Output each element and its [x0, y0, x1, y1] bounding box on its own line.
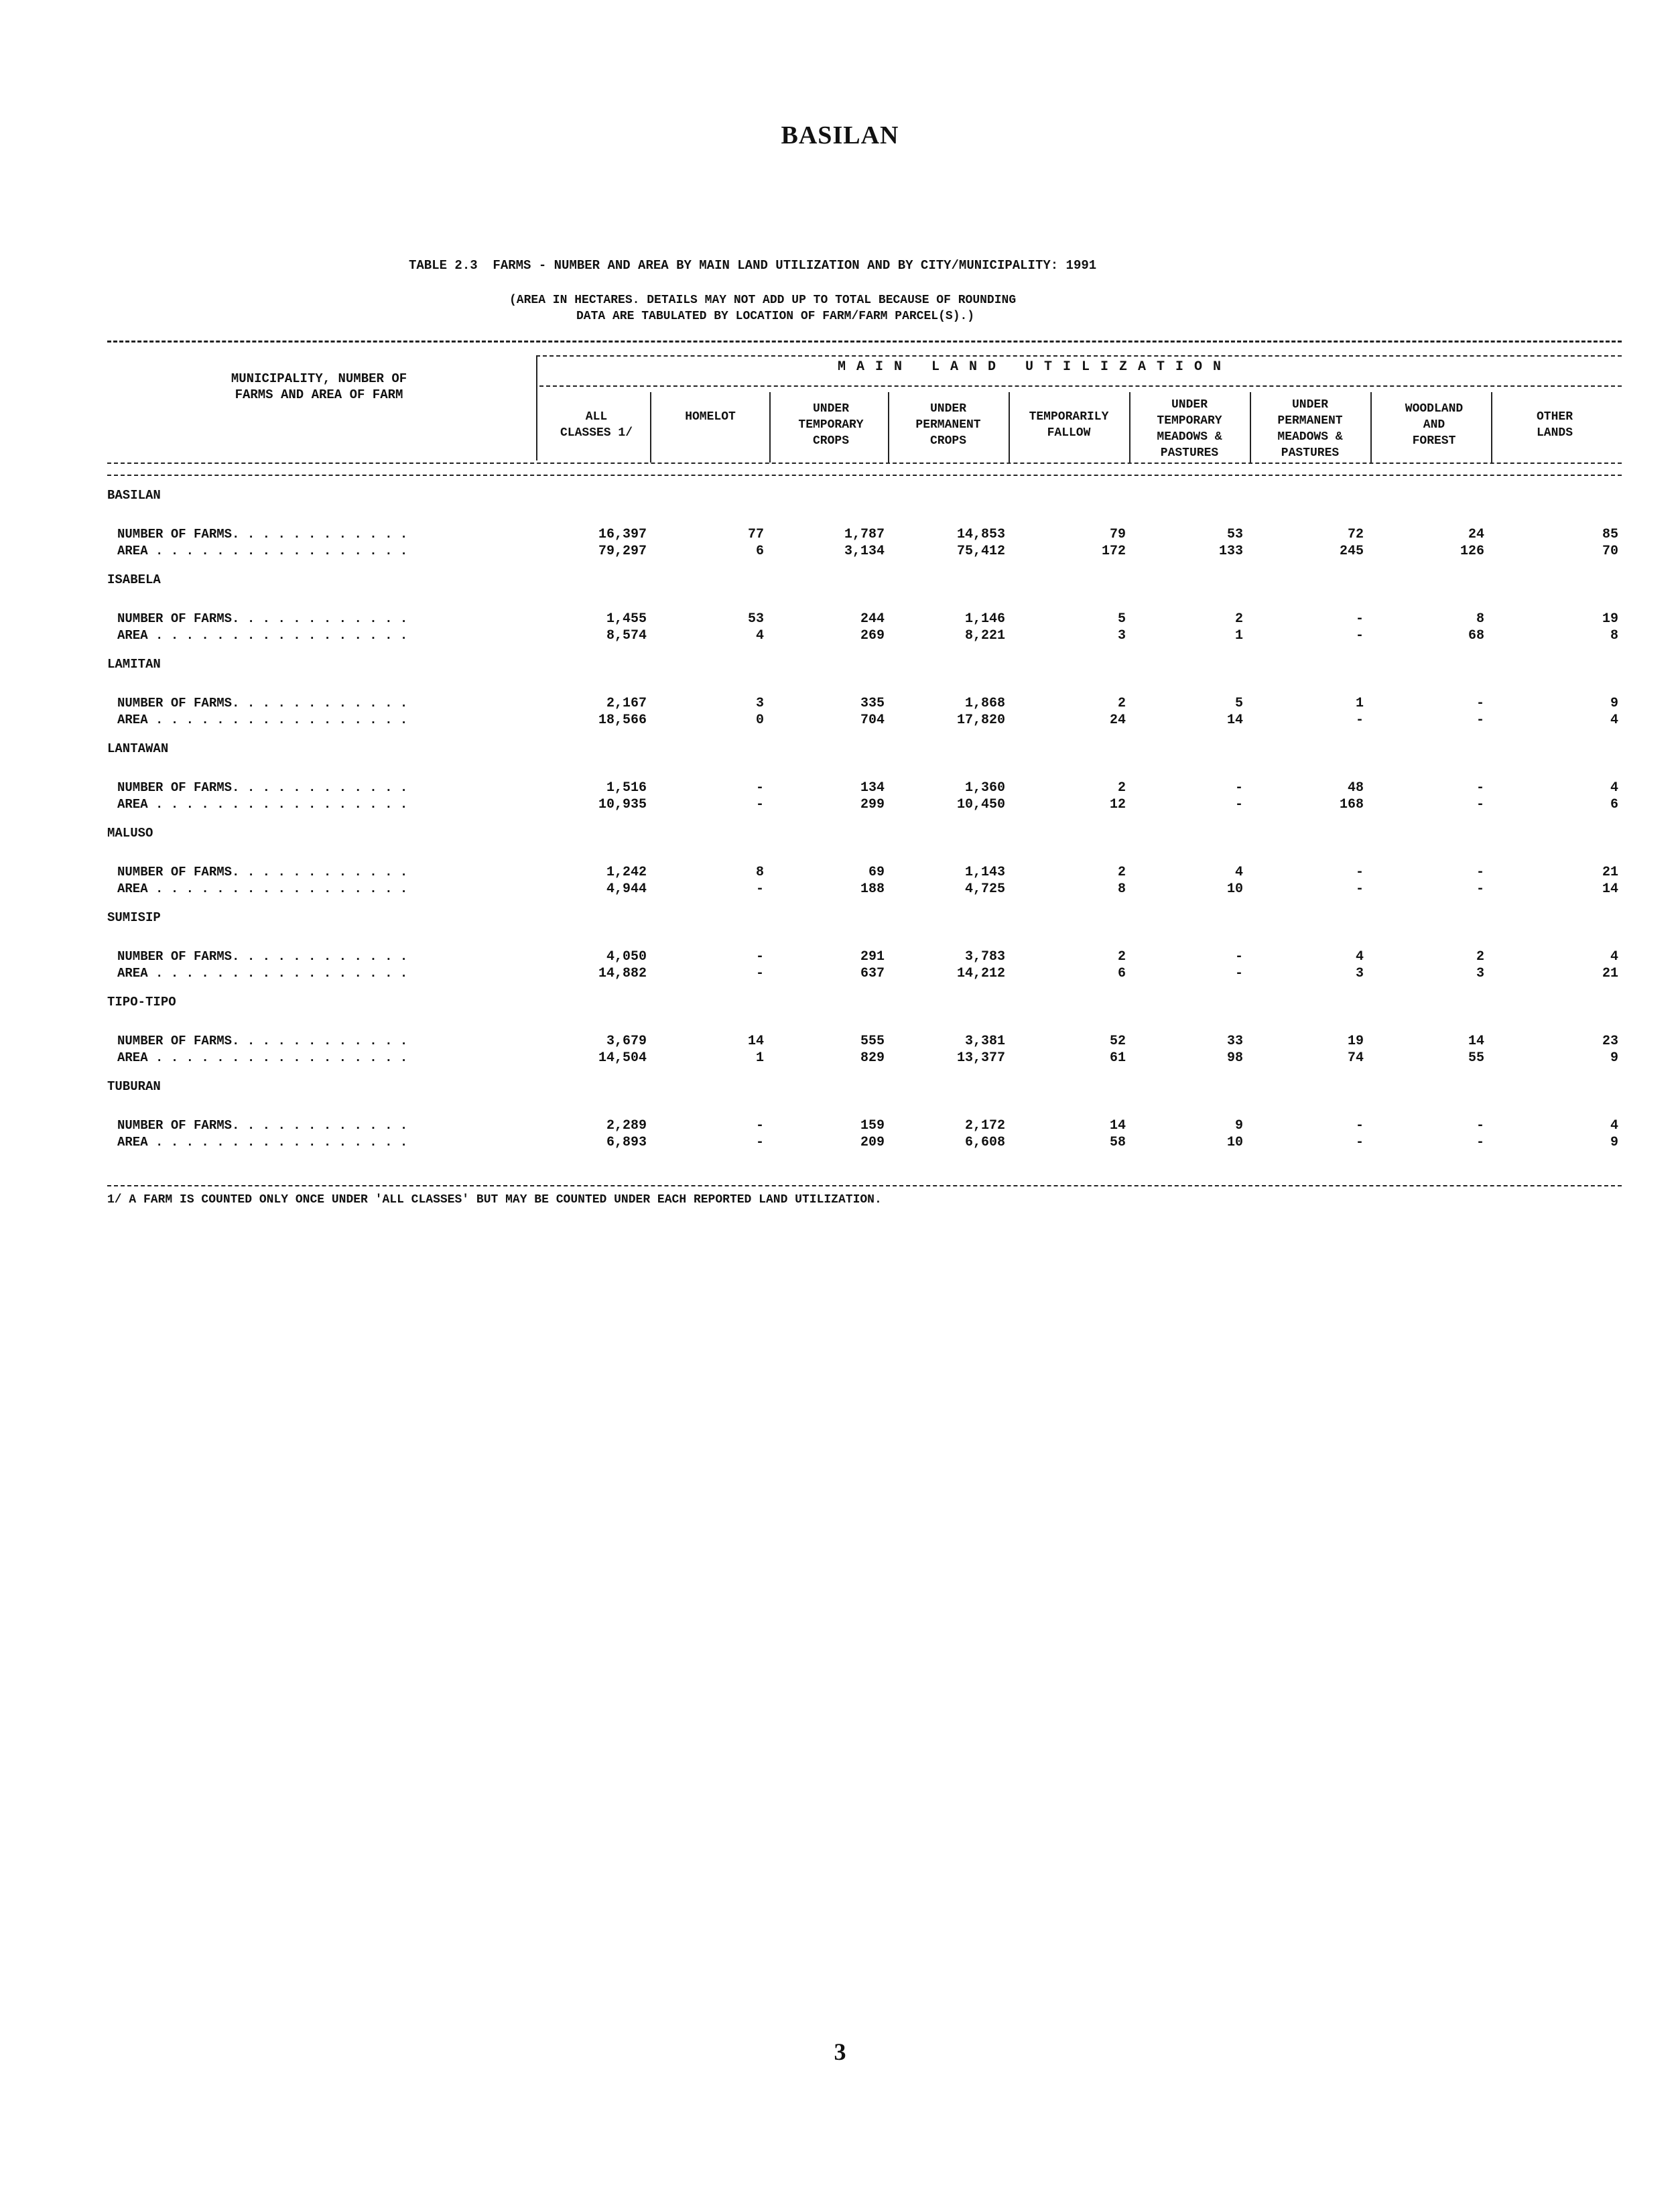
area-value: 4,944 [606, 881, 647, 897]
area-value: 4 [1610, 713, 1618, 728]
farms-value: 1,455 [606, 611, 647, 627]
area-value: 14 [1602, 881, 1618, 897]
area-value: 12 [1109, 797, 1126, 812]
area-value: 18,566 [598, 713, 647, 728]
farms-value: - [755, 1118, 764, 1133]
municipality-name: LANTAWAN [107, 741, 169, 756]
farms-value: 72 [1347, 527, 1364, 542]
farms-value: 3,783 [964, 949, 1005, 965]
area-value: - [1476, 881, 1484, 897]
farms-value: 14,853 [956, 527, 1005, 542]
column-header-9 [1496, 409, 1614, 441]
area-value: - [1476, 1135, 1484, 1150]
table-subtitle-line-1: (AREA IN HECTARES. DETAILS MAY NOT ADD UP TO TOTAL BECAUSE OF ROUNDING [509, 294, 1017, 307]
farms-value: 8 [1476, 611, 1484, 627]
area-label: AREA . . . . . . . . . . . . . . . . . [117, 1135, 408, 1150]
area-value: 10 [1226, 1135, 1243, 1150]
area-label: AREA . . . . . . . . . . . . . . . . . [117, 966, 408, 981]
farms-value: 21 [1602, 865, 1618, 880]
farms-value: 4 [1355, 949, 1364, 965]
top-rule [107, 341, 1622, 343]
area-value: 17,820 [956, 713, 1005, 728]
farms-value: 33 [1226, 1034, 1243, 1049]
farms-value: 14 [1468, 1034, 1484, 1049]
area-value: 3 [1117, 628, 1126, 643]
area-value: 6,893 [606, 1135, 647, 1150]
farms-value: 2 [1117, 780, 1126, 796]
column-header-line: UNDER [1291, 398, 1328, 412]
header-bottom-rule [107, 463, 1622, 464]
farms-value: - [755, 780, 764, 796]
area-value: 10,935 [598, 797, 647, 812]
area-value: - [1476, 797, 1484, 812]
area-value: 79,297 [598, 544, 647, 559]
column-header-line: CROPS [812, 434, 849, 448]
column-divider [1491, 392, 1492, 463]
main-land-utilization-header: MAIN LAND UTILIZATION [838, 359, 1232, 375]
farms-value: 3 [755, 696, 764, 711]
column-header-line: TEMPORARILY [1029, 410, 1109, 424]
farms-value: 2 [1117, 949, 1126, 965]
farms-value: 4 [1610, 949, 1618, 965]
farms-value: 335 [860, 696, 885, 711]
area-value: 4 [755, 628, 764, 643]
farms-value: - [1476, 1118, 1484, 1133]
column-header-line: MEADOWS & [1157, 430, 1222, 444]
column-divider [650, 392, 651, 463]
municipality-name: LAMITAN [107, 657, 161, 672]
municipality-name: BASILAN [107, 488, 161, 503]
page-title: BASILAN [781, 121, 899, 149]
column-header-line: WOODLAND [1405, 402, 1464, 416]
farms-value: 53 [747, 611, 764, 627]
area-label: AREA . . . . . . . . . . . . . . . . . [117, 797, 408, 812]
column-header-line: FALLOW [1047, 426, 1091, 440]
area-value: 8,574 [606, 628, 647, 643]
area-value: 21 [1602, 966, 1618, 981]
farms-value: 77 [747, 527, 764, 542]
area-value: 10 [1226, 881, 1243, 897]
area-value: 245 [1339, 544, 1364, 559]
farms-value: 69 [868, 865, 885, 880]
municipality-name: SUMISIP [107, 910, 161, 925]
area-value: 126 [1460, 544, 1484, 559]
column-header-line: PERMANENT [1277, 414, 1343, 428]
column-header-line: CLASSES 1/ [560, 426, 633, 440]
farms-value: 48 [1347, 780, 1364, 796]
area-value: - [755, 1135, 764, 1150]
area-value: 829 [860, 1050, 885, 1066]
area-value: 14,504 [598, 1050, 647, 1066]
column-header-line: UNDER [1171, 398, 1208, 412]
column-divider [1129, 392, 1130, 463]
column-header-line: PASTURES [1160, 446, 1219, 460]
area-value: - [1476, 713, 1484, 728]
main-header-rule [539, 385, 1622, 387]
area-value: 14,212 [956, 966, 1005, 981]
area-value: 637 [860, 966, 885, 981]
farms-value: 4 [1234, 865, 1243, 880]
area-value: 0 [755, 713, 764, 728]
farms-value: 3,679 [606, 1034, 647, 1049]
farms-value: 2 [1234, 611, 1243, 627]
farms-value: 53 [1226, 527, 1243, 542]
table-bottom-rule [107, 1185, 1622, 1186]
area-value: 10,450 [956, 797, 1005, 812]
column-header-line: CROPS [929, 434, 966, 448]
area-value: 13,377 [956, 1050, 1005, 1066]
column-header-line: MEADOWS & [1277, 430, 1343, 444]
area-value: 172 [1101, 544, 1126, 559]
farms-value: - [1234, 780, 1243, 796]
column-header-8 [1375, 401, 1493, 449]
body-top-rule [107, 475, 1622, 476]
farms-value: - [1476, 780, 1484, 796]
number-of-farms-label: NUMBER OF FARMS. . . . . . . . . . . . [117, 1118, 408, 1133]
area-value: - [1355, 881, 1364, 897]
column-divider [888, 392, 889, 463]
area-value: - [755, 966, 764, 981]
stub-header-line-2: FARMS AND AREA OF FARM [235, 387, 403, 402]
column-header-line: TEMPORARY [798, 418, 864, 432]
column-divider [1250, 392, 1251, 463]
area-value: 14,882 [598, 966, 647, 981]
column-header-6 [1130, 397, 1248, 461]
farms-value: 555 [860, 1034, 885, 1049]
farms-value: 19 [1602, 611, 1618, 627]
column-header-line: ALL [585, 410, 608, 424]
farms-value: - [1476, 696, 1484, 711]
farms-value: 79 [1109, 527, 1126, 542]
column-divider [1370, 392, 1372, 463]
area-value: 1 [1234, 628, 1243, 643]
top-rule-secondary [536, 355, 1622, 357]
area-value: 209 [860, 1135, 885, 1150]
table-subtitle-line-2: DATA ARE TABULATED BY LOCATION OF FARM/FARM PARCEL(S).) [576, 310, 975, 323]
farms-value: 14 [747, 1034, 764, 1049]
number-of-farms-label: NUMBER OF FARMS. . . . . . . . . . . . [117, 1034, 408, 1048]
farms-value: 1,516 [606, 780, 647, 796]
farms-value: - [1234, 949, 1243, 965]
farms-value: - [1476, 865, 1484, 880]
table-title: TABLE 2.3 FARMS - NUMBER AND AREA BY MAIN LAND UTILIZATION AND BY CITY/MUNICIPALITY: 1991 [409, 258, 1097, 273]
area-value: 188 [860, 881, 885, 897]
farms-value: 24 [1468, 527, 1484, 542]
area-value: 61 [1109, 1050, 1126, 1066]
area-value: 14 [1226, 713, 1243, 728]
municipality-name: TIPO-TIPO [107, 995, 176, 1009]
area-value: 704 [860, 713, 885, 728]
farms-value: 4 [1610, 1118, 1618, 1133]
column-header-5 [1010, 409, 1128, 441]
area-value: - [1234, 797, 1243, 812]
area-value: 98 [1226, 1050, 1243, 1066]
area-value: 3,134 [844, 544, 885, 559]
farms-value: 19 [1347, 1034, 1364, 1049]
area-value: 75,412 [956, 544, 1005, 559]
column-header-4 [889, 401, 1007, 449]
column-header-line: UNDER [812, 402, 849, 416]
area-value: 68 [1468, 628, 1484, 643]
farms-value: 1,787 [844, 527, 885, 542]
area-label: AREA . . . . . . . . . . . . . . . . . [117, 628, 408, 643]
area-value: 24 [1109, 713, 1126, 728]
area-value: - [1355, 628, 1364, 643]
area-value: 3 [1355, 966, 1364, 981]
area-value: 70 [1602, 544, 1618, 559]
farms-value: 5 [1234, 696, 1243, 711]
farms-value: 1,146 [964, 611, 1005, 627]
area-value: 9 [1610, 1135, 1618, 1150]
area-value: 9 [1610, 1050, 1618, 1066]
farms-value: 134 [860, 780, 885, 796]
farms-value: - [1355, 1118, 1364, 1133]
farms-value: 244 [860, 611, 885, 627]
area-label: AREA . . . . . . . . . . . . . . . . . [117, 713, 408, 727]
farms-value: 1,143 [964, 865, 1005, 880]
column-header-line: LANDS [1536, 426, 1573, 440]
number-of-farms-label: NUMBER OF FARMS. . . . . . . . . . . . [117, 696, 408, 711]
farms-value: 2 [1117, 696, 1126, 711]
farms-value: 85 [1602, 527, 1618, 542]
area-value: - [1234, 966, 1243, 981]
farms-value: 1,868 [964, 696, 1005, 711]
column-header-line: PERMANENT [915, 418, 981, 432]
farms-value: 2,289 [606, 1118, 647, 1133]
farms-value: 291 [860, 949, 885, 965]
area-label: AREA . . . . . . . . . . . . . . . . . [117, 544, 408, 558]
farms-value: 2,172 [964, 1118, 1005, 1133]
column-header-1 [537, 409, 655, 441]
column-header-line: PASTURES [1281, 446, 1340, 460]
area-value: 6 [755, 544, 764, 559]
area-value: 8 [1117, 881, 1126, 897]
stub-header-line-1: MUNICIPALITY, NUMBER OF [231, 371, 407, 386]
column-header-7 [1251, 397, 1369, 461]
farms-value: 23 [1602, 1034, 1618, 1049]
column-header-line: OTHER [1536, 410, 1573, 424]
farms-value: 3,381 [964, 1034, 1005, 1049]
area-value: 74 [1347, 1050, 1364, 1066]
farms-value: - [1355, 611, 1364, 627]
farms-value: 16,397 [598, 527, 647, 542]
area-value: - [755, 797, 764, 812]
area-value: 6 [1610, 797, 1618, 812]
area-value: 168 [1339, 797, 1364, 812]
column-header-line: AND [1423, 418, 1445, 432]
municipality-name: ISABELA [107, 572, 161, 587]
number-of-farms-label: NUMBER OF FARMS. . . . . . . . . . . . [117, 527, 408, 542]
farms-value: 5 [1117, 611, 1126, 627]
area-value: 6,608 [964, 1135, 1005, 1150]
area-value: 269 [860, 628, 885, 643]
farms-value: 4 [1610, 780, 1618, 796]
number-of-farms-label: NUMBER OF FARMS. . . . . . . . . . . . [117, 865, 408, 879]
area-value: 4,725 [964, 881, 1005, 897]
area-value: 3 [1476, 966, 1484, 981]
farms-value: 2 [1476, 949, 1484, 965]
column-header-line: FOREST [1412, 434, 1456, 448]
area-label: AREA . . . . . . . . . . . . . . . . . [117, 881, 408, 896]
area-value: 299 [860, 797, 885, 812]
number-of-farms-label: NUMBER OF FARMS. . . . . . . . . . . . [117, 611, 408, 626]
column-divider [769, 392, 771, 463]
number-of-farms-label: NUMBER OF FARMS. . . . . . . . . . . . [117, 949, 408, 964]
farms-value: 4,050 [606, 949, 647, 965]
farms-value: - [755, 949, 764, 965]
area-value: 55 [1468, 1050, 1484, 1066]
area-label: AREA . . . . . . . . . . . . . . . . . [117, 1050, 408, 1065]
area-value: 8,221 [964, 628, 1005, 643]
area-value: 8 [1610, 628, 1618, 643]
area-value: - [755, 881, 764, 897]
number-of-farms-label: NUMBER OF FARMS. . . . . . . . . . . . [117, 780, 408, 795]
area-value: - [1355, 1135, 1364, 1150]
farms-value: 1 [1355, 696, 1364, 711]
farms-value: 2 [1117, 865, 1126, 880]
municipality-name: TUBURAN [107, 1079, 161, 1094]
area-value: 58 [1109, 1135, 1126, 1150]
footnote: 1/ A FARM IS COUNTED ONLY ONCE UNDER 'ALL CLASSES' BUT MAY BE COUNTED UNDER EACH REPORTED LAND UTILIZATION. [107, 1193, 882, 1207]
column-header-3 [772, 401, 890, 449]
column-header-line: HOMELOT [685, 410, 736, 424]
farms-value: 1,360 [964, 780, 1005, 796]
column-header-line: TEMPORARY [1157, 414, 1222, 428]
farms-value: 159 [860, 1118, 885, 1133]
column-divider [1009, 392, 1010, 463]
farms-value: 9 [1234, 1118, 1243, 1133]
area-value: - [1355, 713, 1364, 728]
column-header-line: UNDER [929, 402, 966, 416]
area-value: 133 [1218, 544, 1243, 559]
farms-value: - [1355, 865, 1364, 880]
farms-value: 2,167 [606, 696, 647, 711]
farms-value: 1,242 [606, 865, 647, 880]
farms-value: 8 [755, 865, 764, 880]
stub-header [198, 371, 440, 403]
page-number: 3 [834, 2038, 846, 2065]
farms-value: 14 [1109, 1118, 1126, 1133]
farms-value: 52 [1109, 1034, 1126, 1049]
area-value: 1 [755, 1050, 764, 1066]
area-value: 6 [1117, 966, 1126, 981]
farms-value: 9 [1610, 696, 1618, 711]
municipality-name: MALUSO [107, 826, 153, 841]
column-header-2 [651, 409, 769, 425]
